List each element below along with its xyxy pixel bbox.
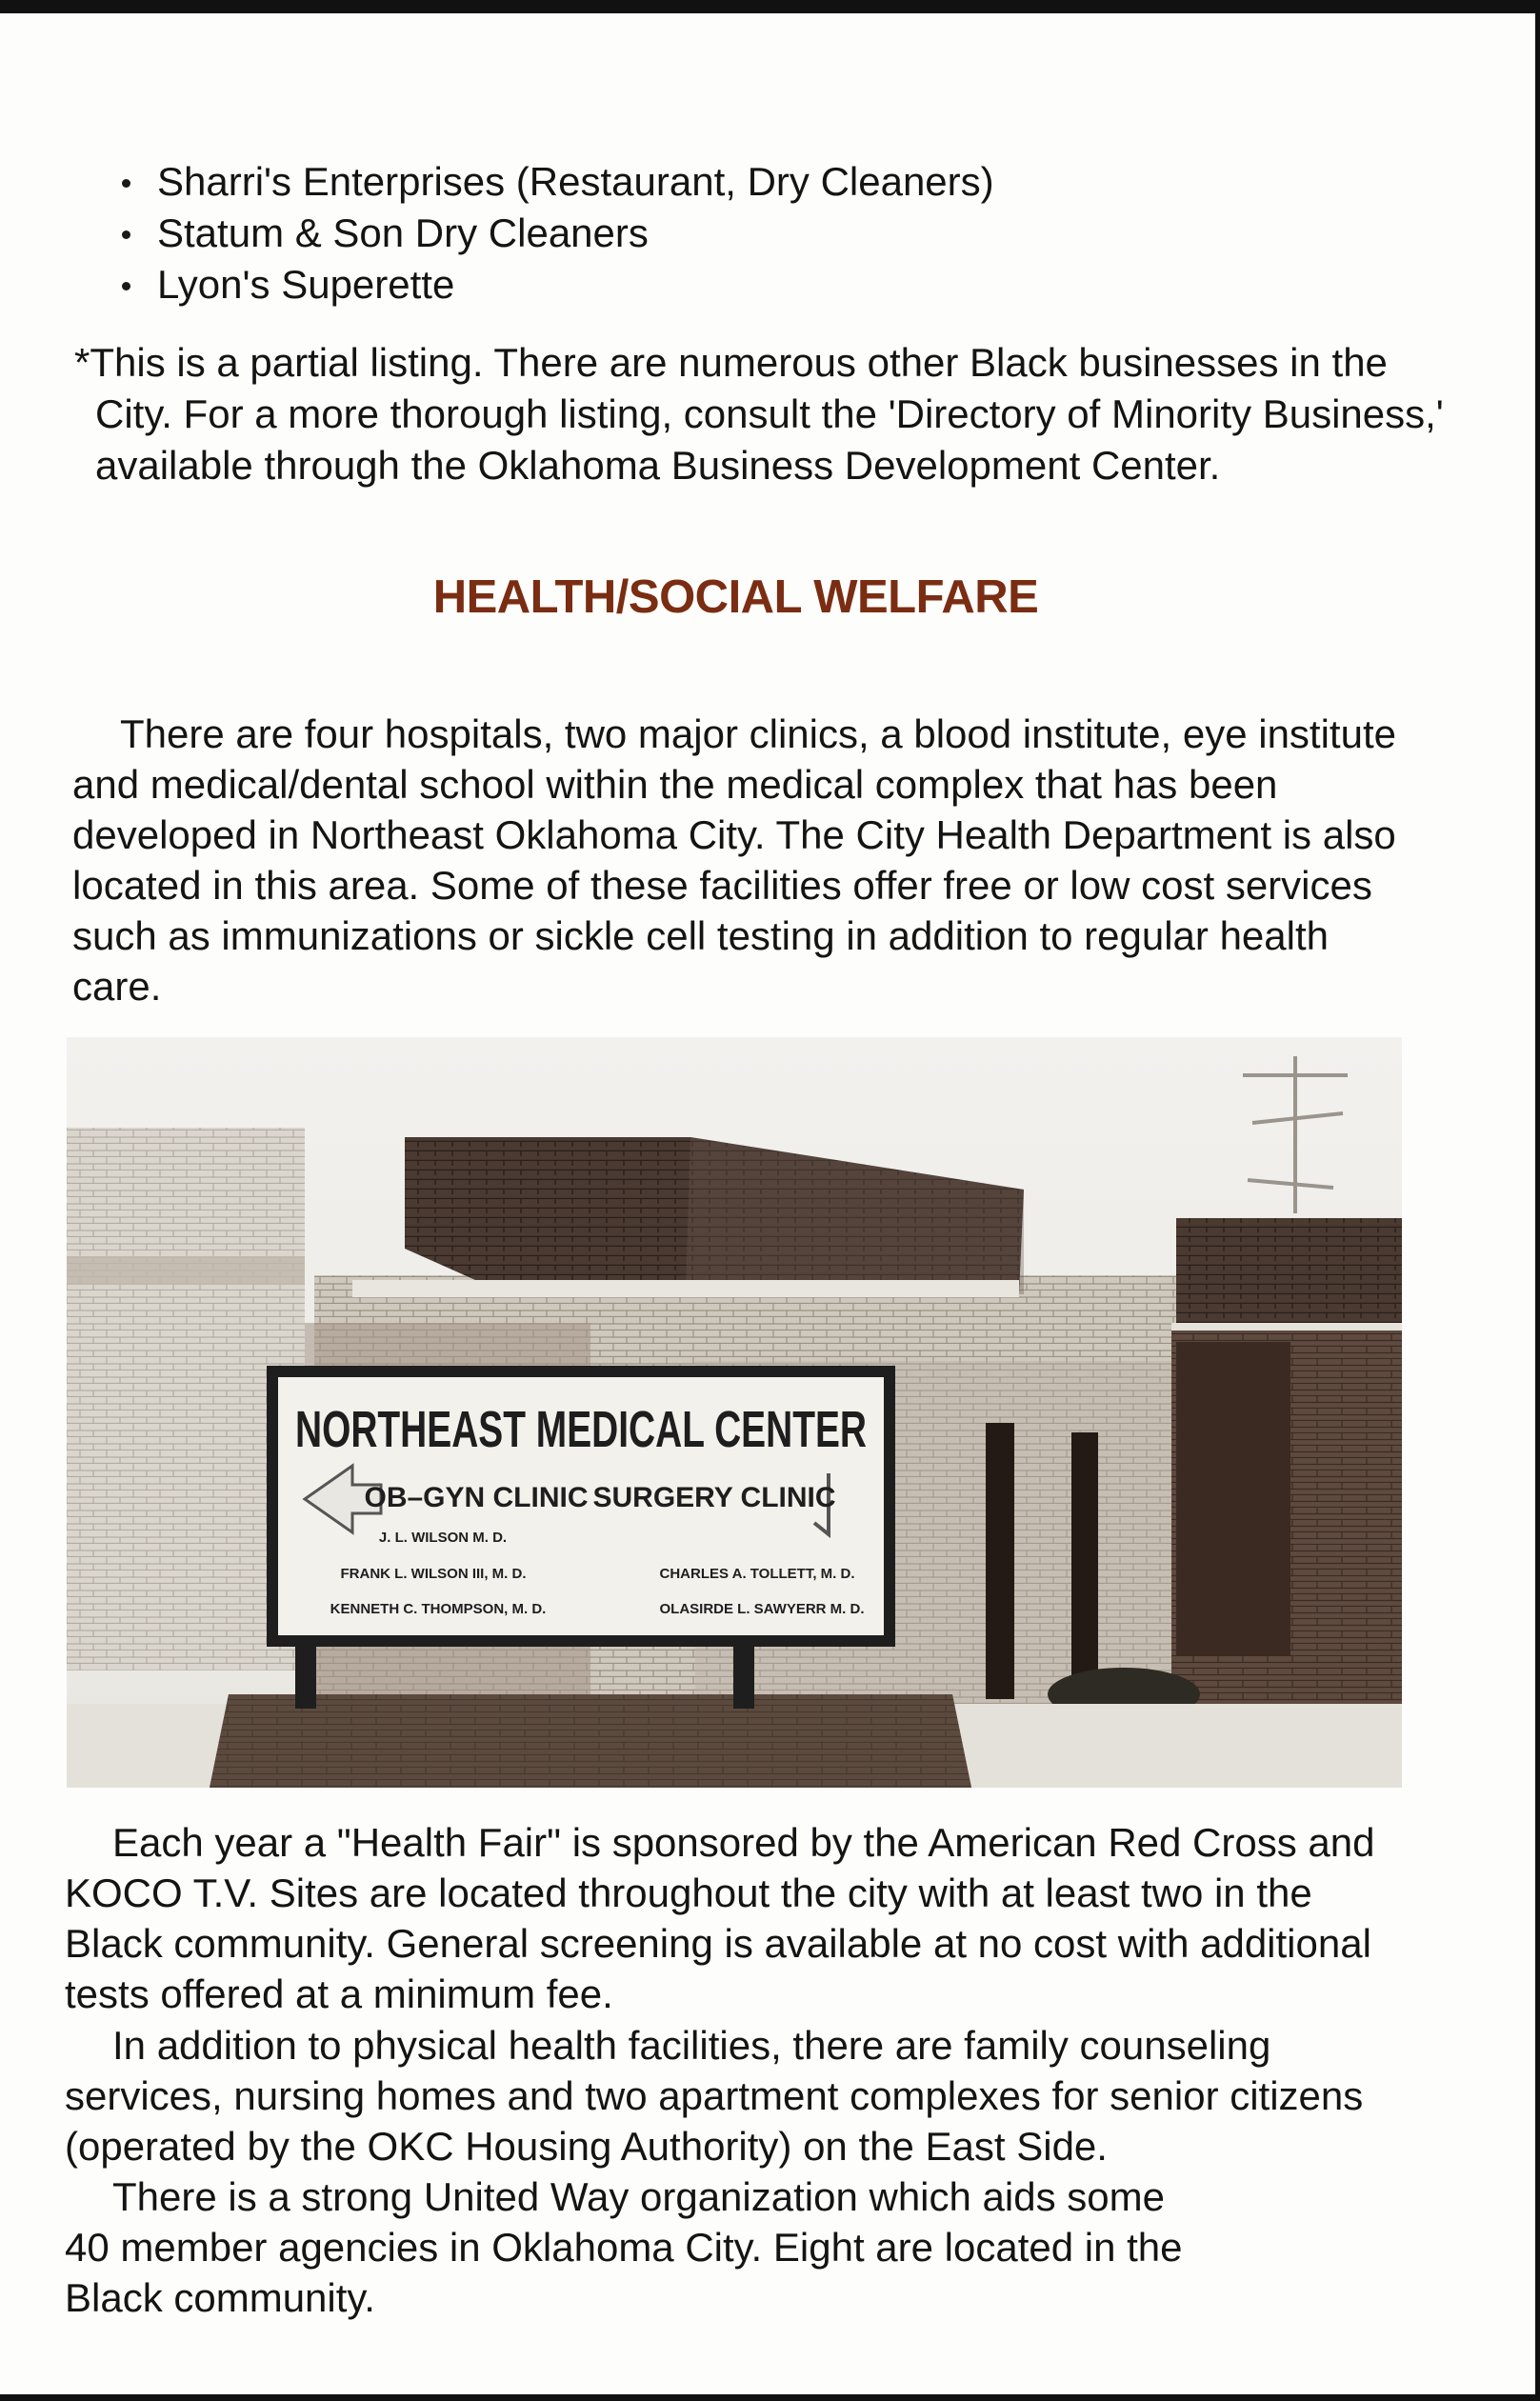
paragraph-hospitals: There are four hospitals, two major clinics, a blood institute, eye institute and medical/dental school within the medical complex that has been developed in Northeast Oklahoma City. The City Health Department is also located in this area. Some of these facilities offer free or low cost services such as immunizations or sickle cell testing in addition to regular health care.: [72, 711, 1396, 1009]
section-heading: HEALTH/SOCIAL WELFARE: [432, 571, 1039, 623]
sign-left-doctor: KENNETH C. THOMPSON, M. D.: [330, 1601, 547, 1617]
sign-right-doctor: OLASIRDE L. SAWYERR M. D.: [659, 1601, 865, 1617]
partial-listing-note: *This is a partial listing. There are numerous other Black businesses in the City. For a more thorough listing, consult the 'Directory of Minority Business,' available through the Oklahoma Business Development Center.: [74, 340, 1444, 488]
sign-left-doctor: J. L. WILSON M. D.: [378, 1530, 508, 1546]
list-item: Statum & Son Dry Cleaners: [114, 208, 994, 259]
paragraph-health-fair: Each year a "Health Fair" is sponsored by the American Red Cross and KOCO T.V. Sites are located throughout the city with at least two in the Black community. General screening is available at no cost with additional tests offered at a minimum fee.: [65, 1820, 1375, 2016]
list-item: Sharri's Enterprises (Restaurant, Dry Cleaners): [114, 156, 994, 208]
paragraph-united-way: There is a strong United Way organization which aids some 40 member agencies in Oklahoma City. Eight are located in the Black community.: [65, 2174, 1183, 2320]
sign-right-clinic: SURGERY CLINIC: [592, 1482, 836, 1513]
sign-right-doctor: CHARLES A. TOLLETT, M. D.: [659, 1566, 855, 1582]
sign-left-doctor: FRANK L. WILSON III, M. D.: [340, 1566, 527, 1582]
paragraph-counseling: In addition to physical health facilities, there are family counseling services, nursing homes and two apartment complexes for senior citizens (operated by the OKC Housing Authority) on the East Side.: [65, 2023, 1364, 2169]
sign-title: NORTHEAST MEDICAL CENTER: [295, 1401, 867, 1458]
document-page: [0, 13, 1535, 2394]
sign-left-clinic: OB–GYN CLINIC: [364, 1482, 589, 1513]
medical-center-photo: [67, 1037, 1402, 1788]
list-item: Lyon's Superette: [114, 259, 994, 310]
business-list: [114, 156, 994, 310]
